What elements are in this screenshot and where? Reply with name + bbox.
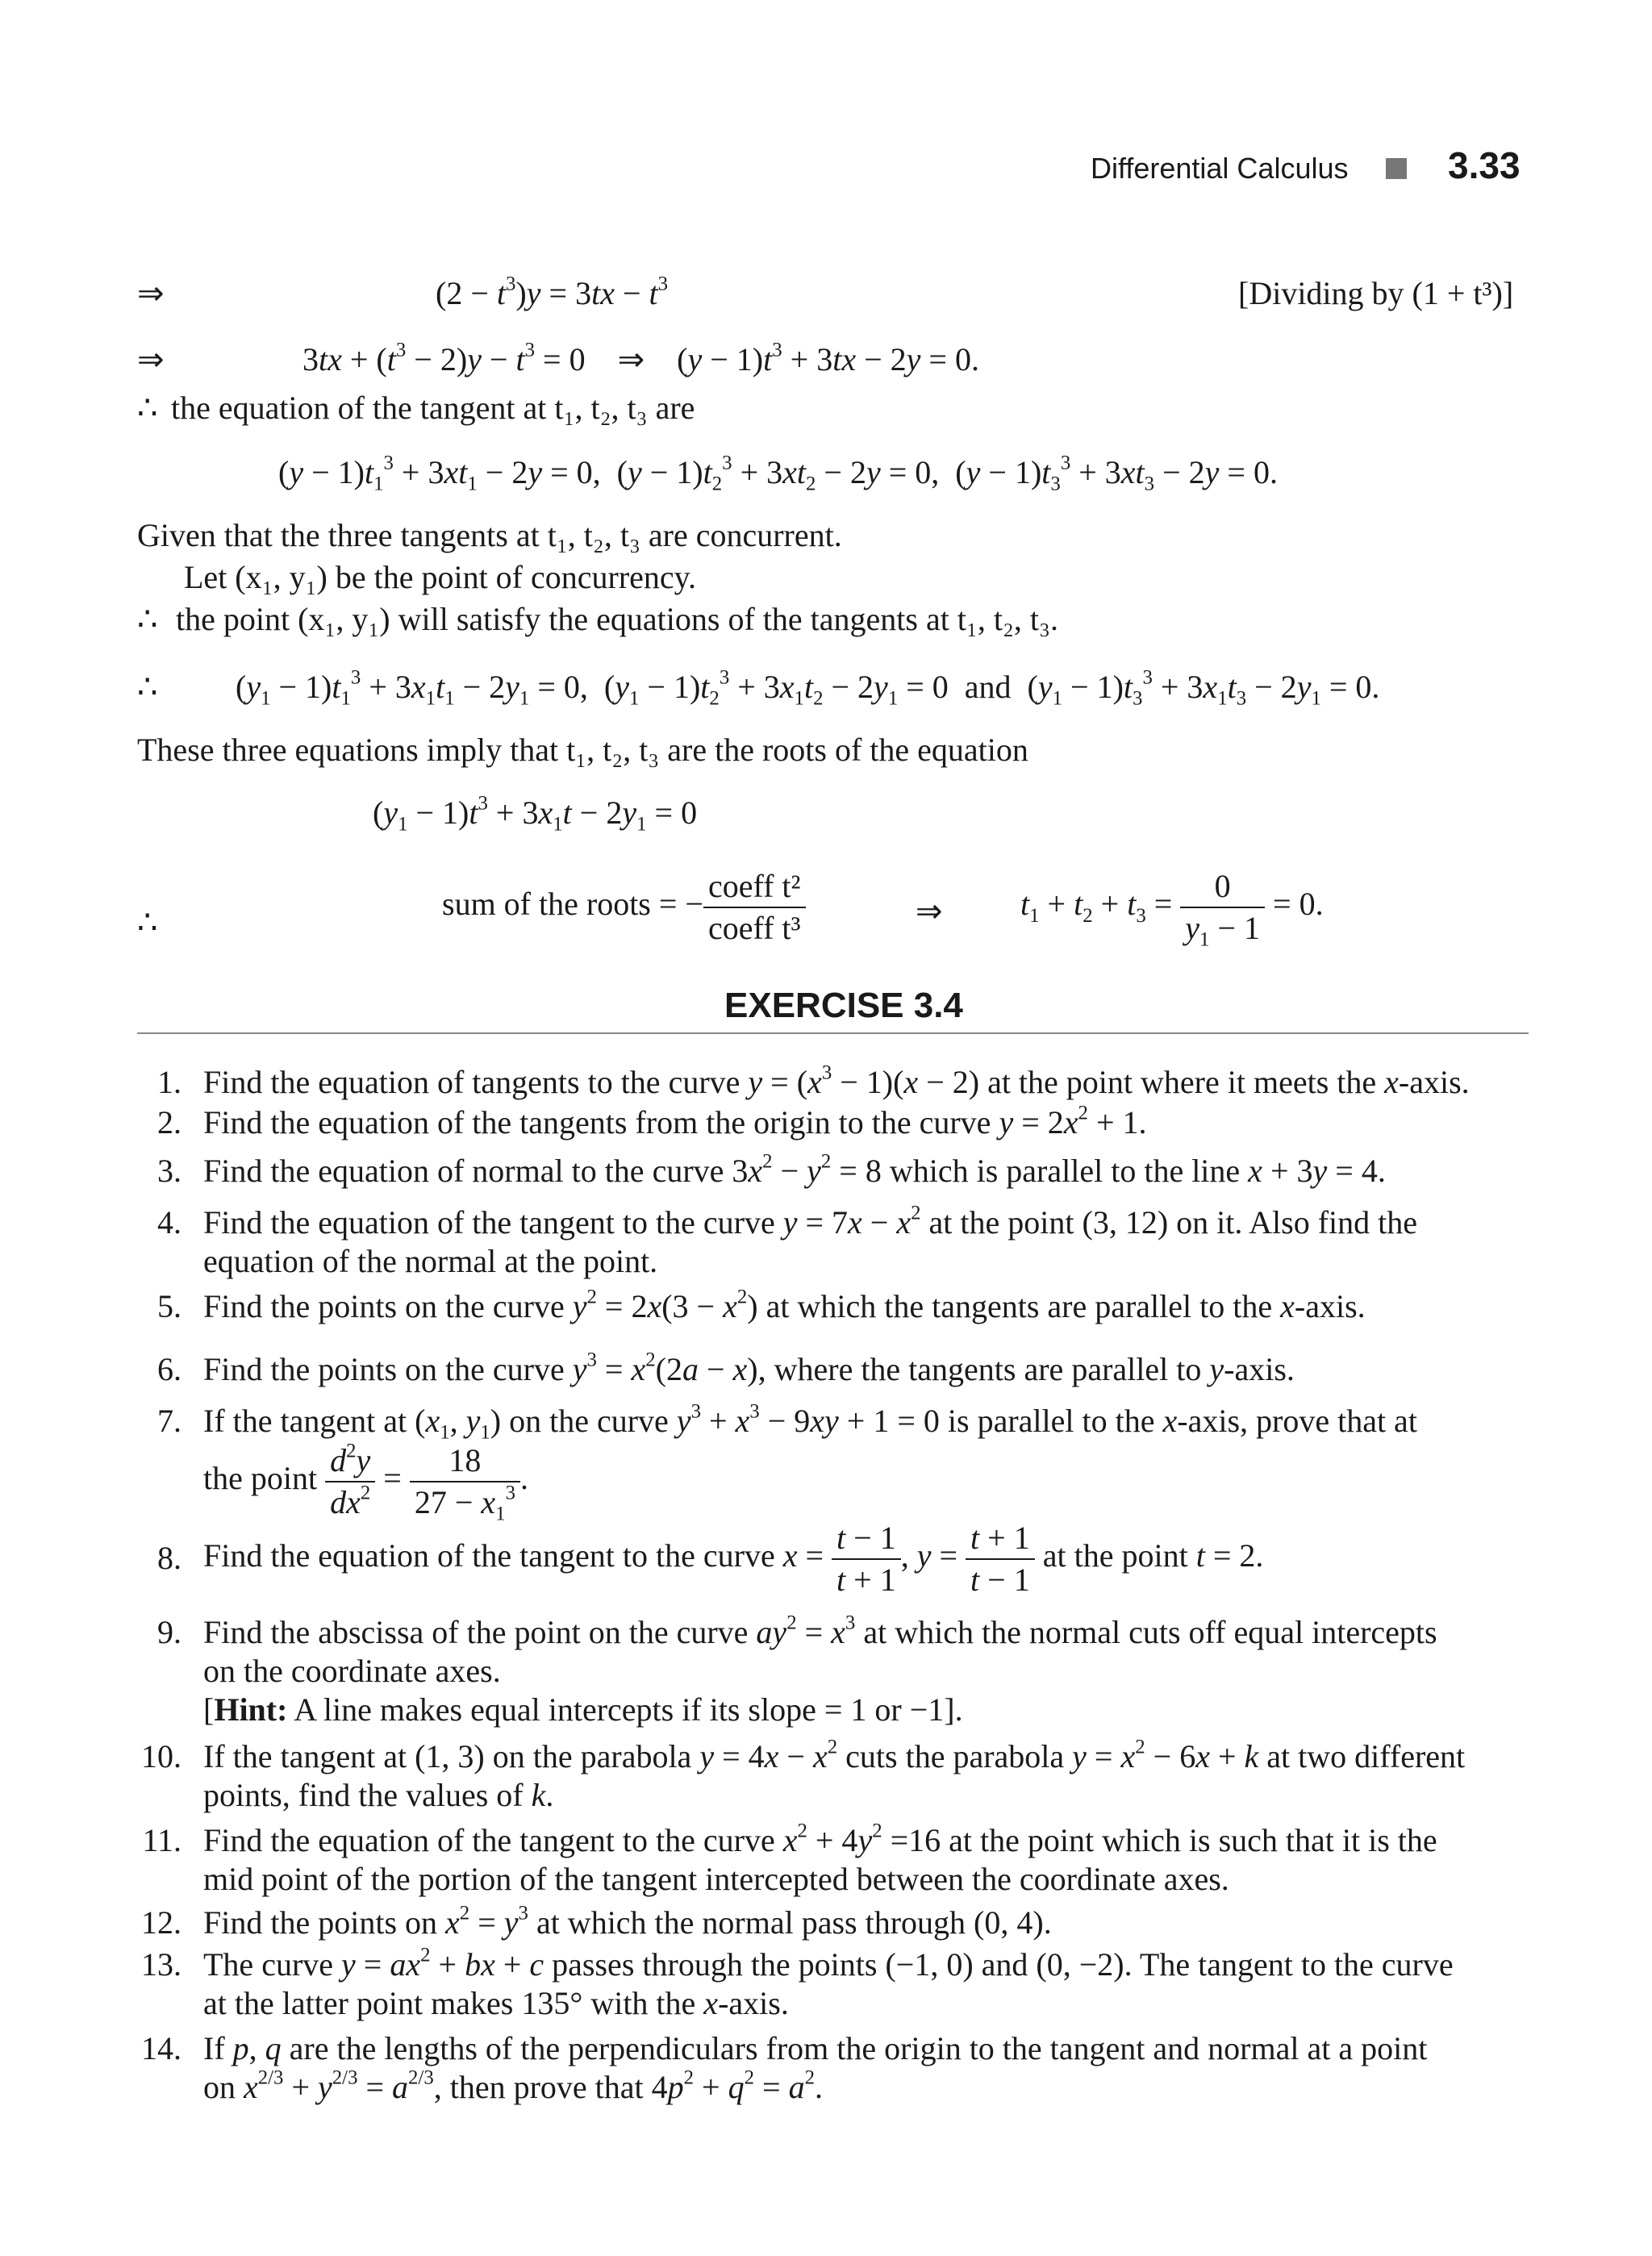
question-number: 1. xyxy=(157,1064,181,1100)
question-3: Find the equation of normal to the curve $3x^2 - y^2 = 8$ which is parallel to the line x + 3y = 4. xyxy=(203,1150,1386,1189)
coeff-t3: coeff t³ xyxy=(708,910,801,946)
sum-result: $t_1 + t_2 + t_3$ = $\frac{0}{y_1 - 1}$ = 0. xyxy=(1020,868,1324,951)
question-number: 10. xyxy=(141,1738,181,1774)
question-number: 12. xyxy=(141,1904,181,1941)
question-11: Find the equation of the tangent to the curve $x^2 + 4y^2 =16$ at the point which is such that it is the mid point of the portion of the tangent intercepted between the coordinate axes. xyxy=(203,1820,1437,1897)
let-line: Let (x₁, y₁) be the point of concurrency. xyxy=(184,559,697,595)
therefore-symbol: ∴ xyxy=(137,601,158,637)
question-7-continued: the point $\frac{d^2y}{dx^2}$ = $\frac{18}{27 - x_1^3}$ . xyxy=(203,1440,528,1525)
cubic-equation: $(y_1 - 1)t^3 + 3x_1t - 2y_1 = 0$ xyxy=(373,792,698,836)
question-10: If the tangent at (1, 3) on the parabola $y = 4x - x^2$ cuts the parabola $y = x^2 - 6x + k$ at two different points, find the values of k. xyxy=(203,1736,1466,1813)
exercise-divider xyxy=(137,1032,1529,1034)
therefore-symbol: ∴ xyxy=(137,904,158,940)
question-14: If p, q are the lengths of the perpendiculars from the origin to the tangent and normal at a point on $x^{2/3} + y^{2/3} = a^{2/3}$, then prove that $4p^2 + q^2 = a^2$. xyxy=(203,2030,1428,2105)
page-number: 3.33 xyxy=(1448,144,1521,186)
sum-of-roots: sum of the roots = − $\frac{\text{coeff t²}}{\text{coeff t³}}$ xyxy=(442,866,806,949)
sum-label: sum of the roots xyxy=(442,886,651,923)
coeff-t2: coeff t² xyxy=(703,866,806,908)
exercise-title: EXERCISE 3.4 xyxy=(724,986,963,1025)
imply-line: These three equations imply that t₁, t₂, t₃ are the roots of the equation xyxy=(137,732,1028,768)
given-line: Given that the three tangents at t₁, t₂, t₃ are concurrent. xyxy=(137,517,842,553)
equation-line-1: $(2 - t^3)y = 3tx - t^3$ xyxy=(436,273,669,311)
question-number: 14. xyxy=(141,2030,181,2066)
therefore-symbol: ∴ xyxy=(137,390,158,426)
tangent-intro: the equation of the tangent at t₁, t₂, t₃ are xyxy=(171,390,695,426)
section-title: Differential Calculus xyxy=(1091,152,1349,185)
question-8: Find the equation of the tangent to the curve x = $\frac{t - 1}{t + 1}$ , y = $\frac{t + 1}{t - 1}$ at the point t = 2. xyxy=(203,1520,1264,1598)
question-2: Find the equation of the tangents from the origin to the curve $y = 2x^2 + 1$. xyxy=(203,1102,1147,1141)
header-square-icon xyxy=(1386,158,1407,179)
question-number: 6. xyxy=(157,1351,181,1387)
question-number: 8. xyxy=(157,1540,181,1576)
question-number: 3. xyxy=(157,1153,181,1189)
question-13: The curve $y = ax^2$ + bx + c passes through the points (−1, 0) and (0, −2). The tangent to the curve at the latter point makes 135° with the x-axis. xyxy=(203,1944,1454,2021)
question-number: 11. xyxy=(142,1822,181,1858)
question-number: 13. xyxy=(141,1946,181,1983)
implies-symbol: ⇒ xyxy=(137,275,165,311)
tangent-equations: $(y - 1)t_1^3 + 3xt_1 - 2y = 0$, $(y - 1)t_2^3 + 3xt_2 - 2y = 0$, $(y - 1)t_3^3 + 3xt_3 - 2y = 0$. xyxy=(278,452,1278,495)
question-number: 2. xyxy=(157,1104,181,1141)
question-7: If the tangent at ($x_1$, $y_1$) on the curve $y^3 + x^3 - 9xy + 1 = 0$ is parallel to the x-axis, prove that at xyxy=(203,1400,1417,1444)
question-number: 5. xyxy=(157,1288,181,1324)
question-4: Find the equation of the tangent to the curve $y = 7x - x^2$ at the point (3, 12) on it. Also find the equation of the normal at the point. xyxy=(203,1202,1418,1279)
question-number: 7. xyxy=(157,1403,181,1439)
implies-symbol: ⇒ xyxy=(137,341,165,377)
question-number: 9. xyxy=(157,1614,181,1650)
question-6: Find the points on the curve $y^3 = x^2(2a - x)$, where the tangents are parallel to y-axis. xyxy=(203,1349,1295,1387)
equation-line-2: $3tx + (t^3 - 2)y - t^3 = 0$ ⇒ $(y - 1)t^3 + 3tx - 2y = 0$. xyxy=(302,339,979,377)
question-9: Find the abscissa of the point on the curve $ay^2 = x^3$ at which the normal cuts off equal intercepts on the coordinate axes. [Hint: A line makes equal intercepts if its slope = 1 or −1]. xyxy=(203,1612,1437,1728)
question-12: Find the points on $x^2 = y^3$ at which the normal pass through (0, 4). xyxy=(203,1902,1052,1941)
question-5: Find the points on the curve $y^2 = 2x(3 - x^2)$ at which the tangents are parallel to the x-axis. xyxy=(203,1286,1366,1324)
concurrency-equations: $(y_1 - 1)t_1^3 + 3x_1t_1 - 2y_1 = 0$, $(y_1 - 1)t_2^3 + 3x_1t_2 - 2y_1 = 0$ and $(y_1 - 1)t_3^3 + 3x_1t_3 - 2y_1 = 0$. xyxy=(236,666,1380,710)
question-number: 4. xyxy=(157,1204,181,1241)
dividing-note: [Dividing by (1 + t³)] xyxy=(1238,275,1514,311)
coeff-fraction xyxy=(703,866,806,949)
therefore-symbol: ∴ xyxy=(137,669,158,705)
satisfy-line: the point (x₁, y₁) will satisfy the equations of the tangents at t₁, t₂, t₃. xyxy=(176,601,1058,637)
implies-symbol: ⇒ xyxy=(916,893,943,929)
question-1: Find the equation of tangents to the curve $y = (x^3 - 1)(x - 2)$ at the point where it meets the x-axis. xyxy=(203,1061,1470,1100)
